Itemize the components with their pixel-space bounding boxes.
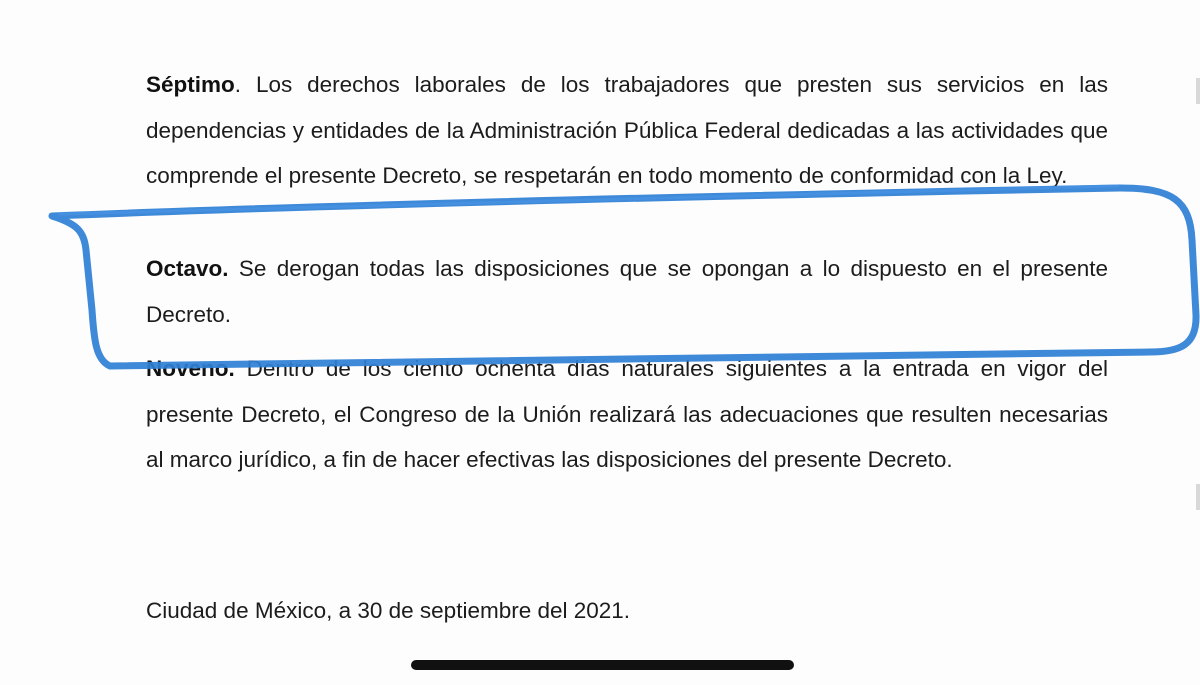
- article-noveno: [146, 346, 1108, 483]
- closing-date-line: Ciudad de México, a 30 de septiembre del 2021.: [146, 598, 631, 623]
- page-edge-mark: [1196, 484, 1200, 510]
- article-octavo-text: Se derogan todas las disposiciones que se opongan a lo dispuesto en el presente Decreto.: [146, 256, 1108, 327]
- article-septimo-text: . Los derechos laborales de los trabajadores que presten sus servicios en las dependencias y entidades de la Administración Pública Federal dedicadas a las actividades que comprende el presente Decreto, se respetarán en todo momento de conformidad con la Ley.: [146, 72, 1108, 188]
- article-septimo: [146, 62, 1108, 199]
- article-septimo-heading: Séptimo: [146, 72, 235, 97]
- home-indicator-bar[interactable]: [411, 660, 794, 670]
- article-octavo: [146, 246, 1108, 337]
- article-noveno-text: Dentro de los ciento ochenta días naturales siguientes a la entrada en vigor del presente Decreto, el Congreso de la Unión realizará las adecuaciones que resulten necesarias al marco jurídico, a fin de hacer efectivas las disposiciones del presente Decreto.: [146, 356, 1108, 472]
- page-edge-mark: [1196, 78, 1200, 104]
- article-noveno-heading: Noveno.: [146, 356, 235, 381]
- article-octavo-heading: Octavo.: [146, 256, 229, 281]
